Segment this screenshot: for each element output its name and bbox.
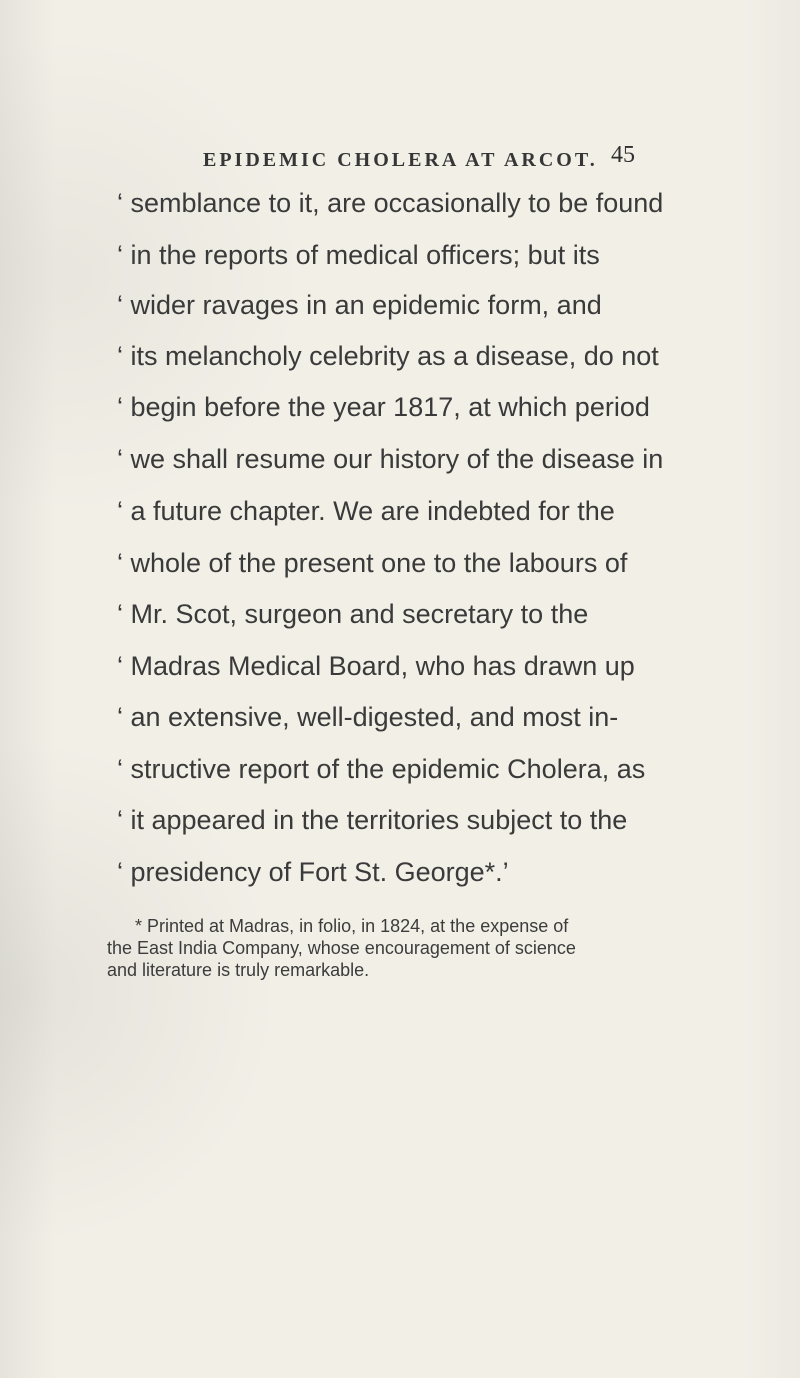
footnote-line: the East India Company, whose encouragement of science (107, 937, 576, 958)
body-line: ‘ semblance to it, are occasionally to be found (117, 188, 664, 218)
body-line: ‘ begin before the year 1817, at which period (117, 392, 650, 422)
body-line: ‘ we shall resume our history of the disease in (117, 444, 664, 474)
footnote-line: * Printed at Madras, in folio, in 1824, at the expense of (135, 916, 569, 936)
running-head: EPIDEMIC CHOLERA AT ARCOT. (203, 149, 598, 171)
body-line: ‘ its melancholy celebrity as a disease, do not (117, 341, 659, 371)
body-line: ‘ Mr. Scot, surgeon and secretary to the (117, 599, 589, 629)
body-line: ‘ a future chapter. We are indebted for the (117, 496, 615, 526)
body-line: ‘ presidency of Fort St. George*.’ (117, 857, 509, 887)
body-line: ‘ wider ravages in an epidemic form, and (117, 290, 602, 320)
footnote (107, 916, 576, 982)
page-number: 45 (611, 142, 635, 168)
body-line: ‘ whole of the present one to the labours of (117, 548, 628, 578)
body-line: ‘ structive report of the epidemic Cholera, as (117, 754, 646, 784)
body-line: ‘ it appeared in the territories subject to the (117, 805, 628, 835)
footnote-line: and literature is truly remarkable. (107, 959, 370, 980)
body-line: ‘ an extensive, well-digested, and most in- (117, 702, 619, 732)
body-line: ‘ in the reports of medical officers; but its (117, 240, 600, 270)
body-line: ‘ Madras Medical Board, who has drawn up (117, 651, 635, 681)
